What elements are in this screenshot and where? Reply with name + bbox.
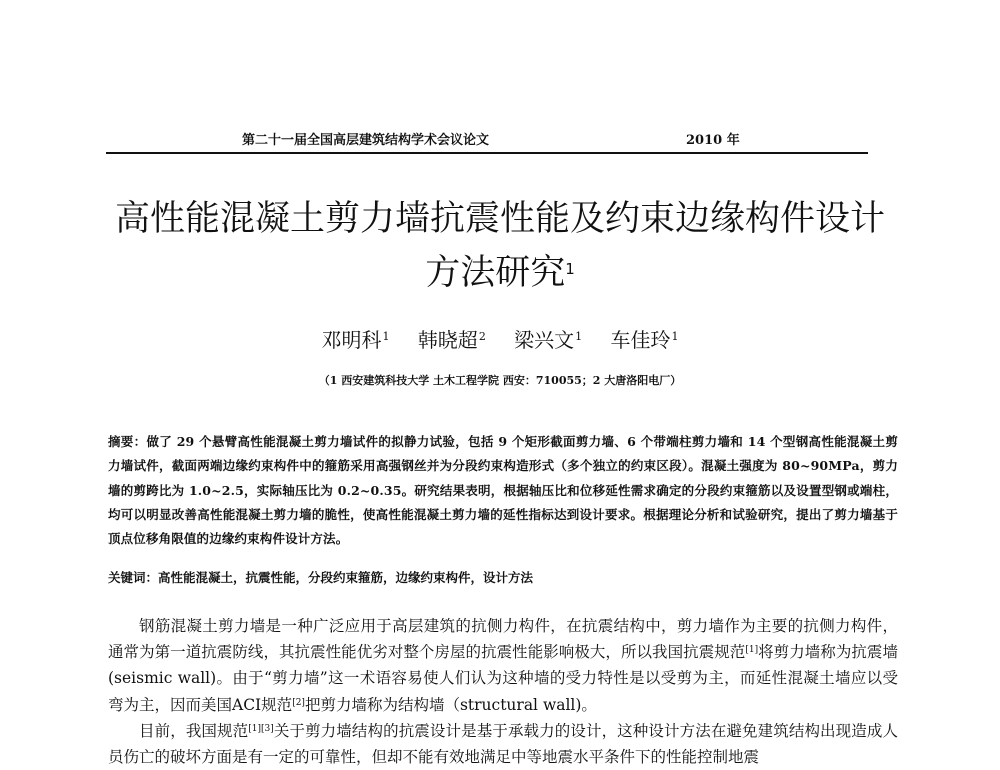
running-header — [106, 130, 868, 154]
paper-title-text: 高性能混凝土剪力墙抗震性能及约束边缘构件设计方法研究 — [114, 199, 885, 293]
author — [611, 326, 679, 354]
abstract — [108, 430, 898, 551]
abstract-text: 做了 29 个悬臂高性能混凝土剪力墙试件的拟静力试验，包括 9 个矩形截面剪力墙、6 个带端柱剪力墙和 14 个型钢高性能混凝土剪力墙试件，截面两端边缘约束构件中的箍筋采用高强钢丝并为分段约束构造形式（多个独立的约束区段）。混凝土强度为 80~90MPa，剪力墙的剪跨比为 1.0~2.5，实际轴压比为 0.2~0.35。研究结果表明，根据轴压比和位移延性需求确定的分段约束箍筋以及设置型钢或端柱，均可以明显改善高性能混凝土剪力墙的脆性，使高性能混凝土剪力墙的延性指标达到设计要求。根据理论分析和试验研究，提出了剪力墙基于顶点位移角限值的边缘约束构件设计方法。 — [108, 434, 899, 547]
body-text-run: 关于剪力墙结构的抗震设计是基于承载力的设计，这种设计方法在避免建筑结构出现造成人员伤亡的破坏方面是有一定的可靠性，但却不能有效地满足中等地震水平条件下的性能控制地震 — [108, 721, 898, 767]
affiliation: （1 西安建筑科技大学 土木工程学院 西安：710055；2 大唐洛阳电厂） — [318, 374, 682, 387]
author-affiliation-mark: 1 — [382, 330, 390, 343]
citation-mark: [1][3] — [248, 723, 274, 734]
author-name: 车佳玲 — [610, 328, 671, 352]
abstract-label: 摘要： — [108, 434, 147, 449]
conference-year: 2010 年 — [686, 133, 740, 148]
keywords-text: 高性能混凝土，抗震性能，分段约束箍筋，边缘约束构件，设计方法 — [158, 570, 534, 585]
body-text-run: 钢筋混凝土剪力墙是一种广泛应用于高层建筑的抗侧力构件，在抗震结构中，剪力墙作为主要的抗侧力构件，通常为第一道抗震防线，其抗震性能优劣对整个房屋的抗震性能影响极大，所以我国抗震规范 — [108, 617, 898, 662]
author-affiliation-mark: 1 — [575, 330, 583, 343]
body-text-run: 目前，我国规范 — [139, 721, 249, 740]
paper-title — [100, 192, 900, 300]
author-list — [0, 326, 1000, 354]
author-name: 邓明科 — [321, 328, 382, 352]
author — [321, 326, 389, 354]
author-name: 梁兴文 — [514, 328, 575, 352]
body-paragraph — [108, 613, 898, 718]
author-affiliation-mark: 2 — [478, 330, 486, 343]
author-affiliation-mark: 1 — [671, 330, 679, 343]
conference-name: 第二十一届全国高层建筑结构学术会议论文 — [242, 133, 490, 148]
body-text — [108, 613, 898, 770]
citation-mark: [2] — [292, 697, 305, 708]
title-footnote-mark: 1 — [565, 260, 575, 278]
author-name: 韩晓超 — [417, 328, 478, 352]
body-paragraph — [108, 718, 898, 770]
body-text-run: 将剪力墙称为抗震墙(seismic wall)。由于“剪力墙”这一术语容易使人们认为这种墙的受力特性是以受剪为主，而延性混凝土墙应以受弯为主，因而美国ACI规范 — [108, 643, 898, 714]
keywords — [108, 567, 898, 589]
author — [418, 326, 486, 354]
citation-mark: [1] — [745, 645, 759, 656]
body-text-run: 把剪力墙称为结构墙（structural wall)。 — [304, 695, 597, 714]
keywords-label: 关键词： — [108, 570, 159, 585]
author — [514, 326, 582, 354]
